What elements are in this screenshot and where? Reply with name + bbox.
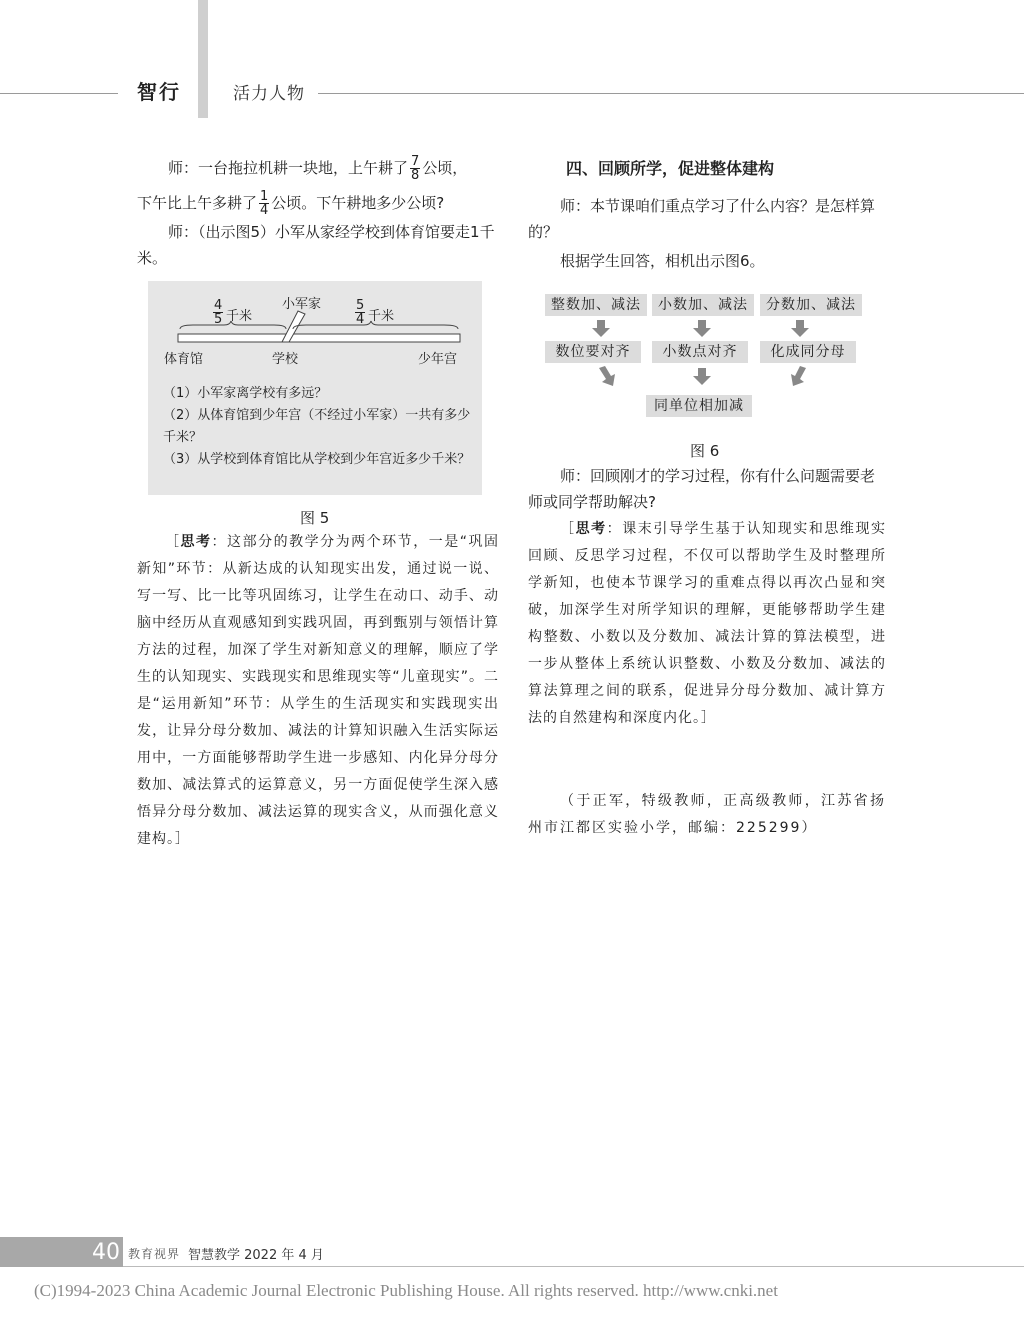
header-brand: 智行 — [137, 80, 181, 104]
unit-km-b: 千米 — [368, 309, 395, 324]
para-figure5-intro: 师：（出示图5）小军从家经学校到体育馆要走1千米。 — [137, 223, 495, 267]
para-tractor-2 — [137, 190, 497, 217]
box-decimal-add-sub: 小数加、减法 — [652, 294, 754, 316]
section-heading: 四、回顾所学，促进整体建构 — [566, 159, 775, 178]
label-palace: 少年宫 — [418, 352, 458, 367]
page-number: 40 — [92, 1240, 120, 1265]
box-fraction-add-sub: 分数加、减法 — [760, 294, 862, 316]
header-section: 活力人物 — [233, 84, 305, 104]
para-text: 公顷， — [422, 159, 468, 177]
para-show-figure6: 根据学生回答，相机出示图6。 — [560, 252, 765, 270]
think-label: 思考 — [575, 521, 607, 537]
header-rule-left — [0, 93, 118, 94]
figure-6-caption: 图 6 — [690, 442, 720, 460]
box-same-unit: 同单位相加减 — [646, 395, 752, 417]
box-common-denominator: 化成同分母 — [760, 341, 856, 363]
header-divider-bar — [198, 0, 208, 118]
para-tractor-1 — [168, 155, 498, 182]
fraction-five-fourths: $\frac{5}{4}$ — [356, 298, 365, 327]
para-help-question: 师：回顾刚才的学习过程，你有什么问题需要老师或同学帮助解决? — [528, 467, 876, 511]
question-1: （1）小军家离学校有多远？ — [163, 386, 328, 401]
footer-rule — [123, 1266, 1024, 1267]
header-rule-right — [318, 93, 1024, 94]
fraction: $\frac{7}{8}$ — [411, 154, 420, 183]
label-school: 学校 — [272, 352, 299, 367]
fraction-four-fifths: $\frac{4}{5}$ — [214, 298, 223, 327]
figure-5-caption: 图 5 — [300, 509, 330, 527]
para-text: 公顷。下午耕地多少公顷? — [271, 194, 445, 212]
arrows-row-2 — [545, 366, 885, 396]
fraction: $\frac{1}{4}$ — [260, 189, 269, 218]
para-text: 师：一台拖拉机耕一块地，上午耕了 — [168, 159, 409, 177]
label-home: 小军家 — [282, 297, 322, 312]
footer-magazine: 智慧教学 2022 年 4 月 — [188, 1248, 324, 1263]
footer-brand-logo: 教育视界 — [128, 1247, 181, 1261]
think-text: ：这部分的教学分为两个环节，一是“巩固新知”环节：从新达成的认知现实出发，通过说一说、写一写、比一比等巩固练习，让学生在动口、动手、动脑中经历从直观感知到实践巩固，再到甄别与领悟计算方法的过程，加深了学生对新知意义的理解，顺应了学生的认知现实、实践现实和思维现实等“儿童现实”。二是“运用新知”环节：从学生的生活现实和实践现实出发，让异分母分数加、减法的计算知识融入生活实际运用中，一方面能够帮助学生进一步感知、内化异分母分数加、减法算式的运算意义，另一方面促使学生深入感悟异分母分数加、减法运算的现实含义，从而强化意义建构。］ — [137, 534, 499, 847]
figure-5 — [148, 281, 482, 495]
para-text: 下午比上午多耕了 — [137, 194, 258, 212]
question-3: （3）从学校到体育馆比从学校到少年宫近多少千米？ — [163, 452, 471, 467]
think-text: ：课末引导学生基于认知现实和思维现实回顾、反思学习过程，不仅可以帮助学生及时整理所学新知，也使本节课学习的重难点得以再次凸显和突破，加深学生对所学知识的理解，更能够帮助学生建构整数、小数以及分数加、减法计算的算法模型，进一步从整体上系统认识整数、小数及分数加、减法的算法算理之间的联系，促进异分母分数加、减计算方法的自然建构和深度内化。］ — [528, 521, 887, 726]
question-2: （2）从体育馆到少年宫（不经过小军家）一共有多少千米？ — [163, 408, 471, 445]
box-integer-add-sub: 整数加、减法 — [545, 294, 647, 316]
author-info: （于正军，特级教师，正高级教师，江苏省扬州市江都区实验小学，邮编：225299） — [528, 793, 886, 836]
think-block-right: ［思考：课末引导学生基于认知现实和思维现实回顾、反思学习过程，不仅可以帮助学生及时整理所学新知，也使本节课学习的重难点得以再次凸显和突破，加深学生对所学知识的理解，更能够帮助学生建构整数、小数以及分数加、减法计算的算法模型，进一步从整体上系统认识整数、小数及分数加、减法的算法算理之间的联系，促进异分母分数加、减计算方法的自然建构和深度内化。］ — [528, 521, 887, 726]
label-gym: 体育馆 — [164, 352, 204, 367]
copyright-notice: (C)1994-2023 China Academic Journal Electronic Publishing House. All rights reserved. http://www.cnki.net — [34, 1281, 778, 1300]
box-align-decimal-point: 小数点对齐 — [652, 341, 748, 363]
think-label: 思考 — [180, 534, 212, 550]
box-align-digits: 数位要对齐 — [545, 341, 641, 363]
think-block-left: ［思考：这部分的教学分为两个环节，一是“巩固新知”环节：从新达成的认知现实出发，通过说一说、写一写、比一比等巩固练习，让学生在动口、动手、动脑中经历从直观感知到实践巩固，再到甄别与领悟计算方法的过程，加深了学生对新知意义的理解，顺应了学生的认知现实、实践现实和思维现实等“儿童现实”。二是“运用新知”环节：从学生的生活现实和实践现实出发，让异分母分数加、减法的计算知识融入生活实际运用中，一方面能够帮助学生进一步感知、内化异分母分数加、减法算式的运算意义，另一方面促使学生深入感悟异分母分数加、减法运算的现实含义，从而强化意义建构。］ — [137, 534, 499, 847]
para-review-question: 师：本节课咱们重点学习了什么内容？是怎样算的？ — [528, 197, 876, 241]
unit-km-a: 千米 — [226, 309, 253, 324]
